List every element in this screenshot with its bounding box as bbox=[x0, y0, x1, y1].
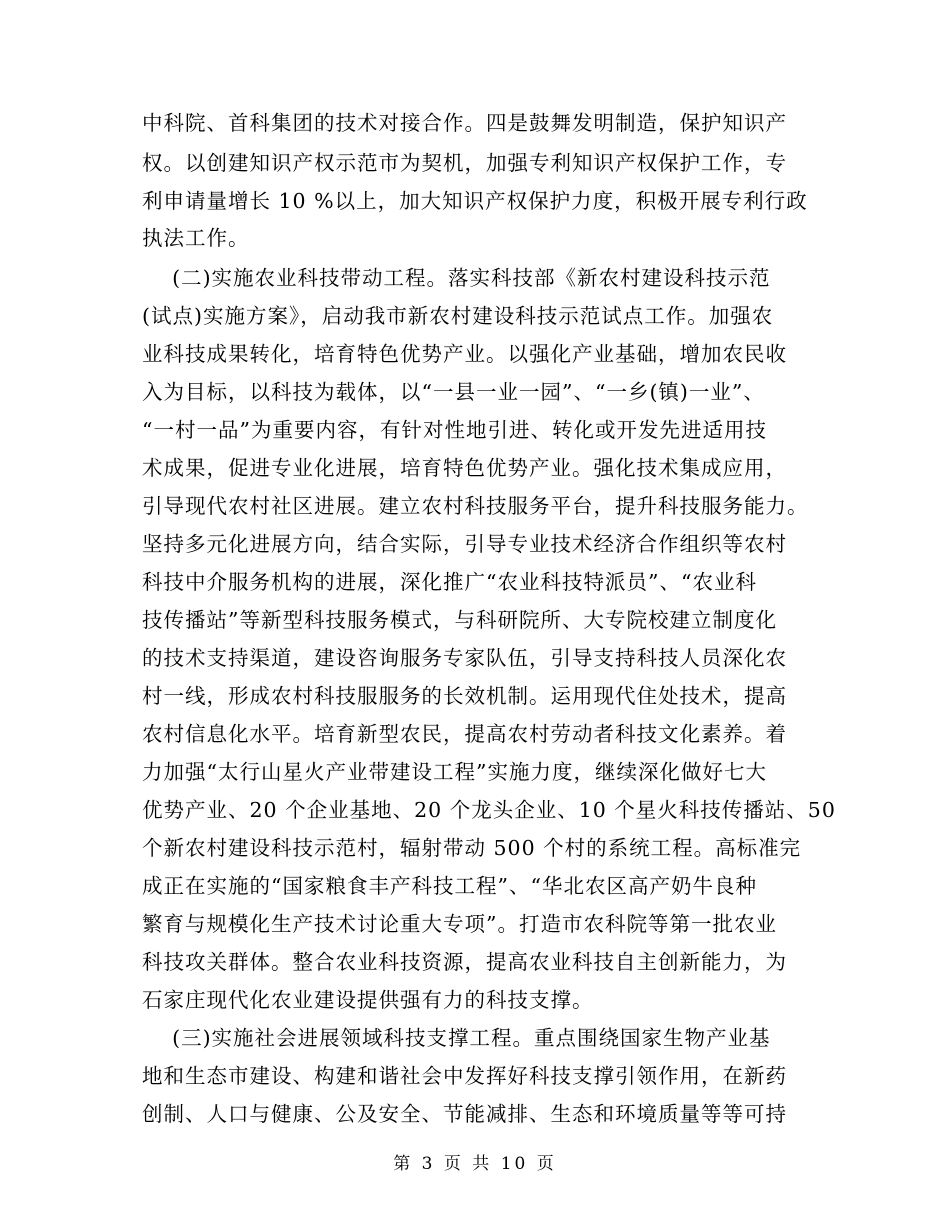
text-line: 地和生态市建设、构建和谐社会中发挥好科技支撑引领作用，在新药 bbox=[142, 1064, 787, 1088]
text-line: 坚持多元化进展方向，结合实际，引导专业技术经济合作组织等农村 bbox=[142, 532, 787, 556]
text-line: “一村一品”为重要内容，有针对性地引进、转化或开发先进适用技 bbox=[142, 418, 767, 442]
text-line: 科技中介服务机构的进展，深化推广“农业科技特派员”、“农业科 bbox=[142, 570, 757, 594]
text-line: 村一线，形成农村科技服服务的长效机制。运用现代住处技术，提高 bbox=[142, 684, 787, 708]
text-line: 的技术支持渠道，建设咨询服务专家队伍，引导支持科技人员深化农 bbox=[142, 646, 787, 670]
text-line: 引导现代农村社区进展。建立农村科技服务平台，提升科技服务能力。 bbox=[142, 494, 809, 518]
text-line: (试点)实施方案》，启动我市新农村建设科技示范试点工作。加强农 bbox=[142, 304, 774, 328]
text-line: 农村信息化水平。培育新型农民，提高农村劳动者科技文化素养。着 bbox=[142, 722, 787, 746]
text-line: 利申请量增长 10 %以上，加大知识产权保护力度，积极开展专利行政 bbox=[142, 189, 808, 213]
text-line: 技传播站”等新型科技服务模式，与科研院所、大专院校建立制度化 bbox=[142, 608, 777, 632]
text-line: 个新农村建设科技示范村，辐射带动 500 个村的系统工程。高标准完 bbox=[142, 836, 802, 860]
page-footer: 第 3 页 共 10 页 bbox=[393, 1154, 557, 1174]
text-line: 业科技成果转化，培育特色优势产业。以强化产业基础，增加农民收 bbox=[142, 342, 787, 366]
text-line: 中科院、首科集团的技术对接合作。四是鼓舞发明制造，保护知识产 bbox=[142, 111, 787, 135]
text-line: 优势产业、20 个企业基地、20 个龙头企业、10 个星火科技传播站、50 bbox=[142, 798, 836, 822]
text-line: 权。以创建知识产权示范市为契机，加强专利知识产权保护工作，专 bbox=[142, 151, 787, 175]
text-line: 石家庄现代化农业建设提供强有力的科技支撑。 bbox=[142, 988, 594, 1012]
text-line: 科技攻关群体。整合农业科技资源，提高农业科技自主创新能力，为 bbox=[142, 950, 787, 974]
text-line: 执法工作。 bbox=[142, 226, 250, 250]
text-line: 入为目标，以科技为载体，以“一县一业一园”、“一乡(镇)一业”、 bbox=[142, 380, 765, 404]
text-line: 力加强“太行山星火产业带建设工程”实施力度，继续深化做好七大 bbox=[142, 760, 767, 784]
paragraph-start-line: (三)实施社会进展领域科技支撑工程。重点围绕国家生物产业基 bbox=[142, 1026, 771, 1050]
paragraph-start-line: (二)实施农业科技带动工程。落实科技部《新农村建设科技示范 bbox=[142, 266, 771, 290]
text-line: 术成果，促进专业化进展，培育特色优势产业。强化技术集成应用， bbox=[142, 456, 787, 480]
text-line: 创制、人口与健康、公及安全、节能减排、生态和环境质量等等可持 bbox=[142, 1102, 787, 1126]
text-line: 成正在实施的“国家粮食丰产科技工程”、“华北农区高产奶牛良种 bbox=[142, 874, 757, 898]
text-line: 繁育与规模化生产技术讨论重大专项”。打造市农科院等第一批农业 bbox=[142, 912, 777, 936]
